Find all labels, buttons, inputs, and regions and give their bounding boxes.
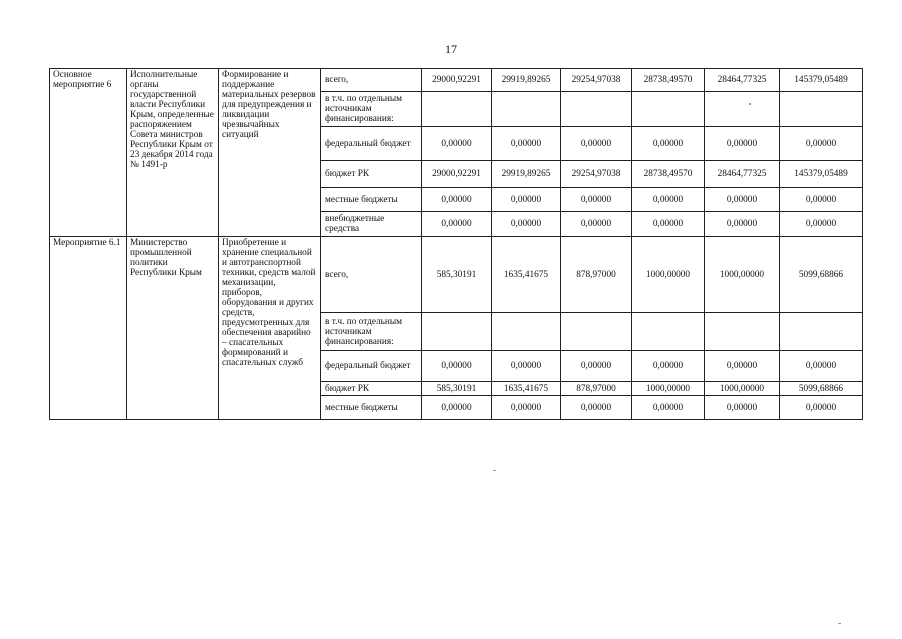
amount-cell: 29000,92291 (422, 69, 492, 92)
amount-cell: 0,00000 (561, 127, 632, 161)
executor-cell: Исполнительные органы государственной власти Республики Крым, определенные распоряжением Совета министров Республики Крым от 23 декабря 2014 года № 1491-р (127, 69, 219, 237)
amount-cell: 585,30191 (422, 382, 492, 396)
amount-cell (492, 92, 561, 127)
executor-cell: Министерство промышленной политики Республики Крым (127, 237, 219, 420)
funding-source-cell: федеральный бюджет (321, 127, 422, 161)
amount-cell: 29000,92291 (422, 161, 492, 188)
amount-cell: 0,00000 (632, 188, 705, 212)
amount-cell: 0,00000 (422, 212, 492, 237)
amount-cell: 28464,77325 (705, 161, 780, 188)
amount-cell: 1000,00000 (632, 382, 705, 396)
financing-table (49, 68, 863, 420)
amount-cell: 0,00000 (705, 351, 780, 382)
amount-cell: 145379,05489 (780, 69, 863, 92)
funding-source-cell: местные бюджеты (321, 396, 422, 420)
funding-source-cell: внебюджетные средства (321, 212, 422, 237)
amount-cell: 5099,68866 (780, 237, 863, 313)
amount-cell: 1000,00000 (705, 237, 780, 313)
funding-source-cell: всего, (321, 237, 422, 313)
amount-cell: 585,30191 (422, 237, 492, 313)
table-row (50, 69, 863, 92)
amount-cell: 0,00000 (492, 396, 561, 420)
funding-source-cell: федеральный бюджет (321, 351, 422, 382)
amount-cell: 878,97000 (561, 382, 632, 396)
amount-cell: 878,97000 (561, 237, 632, 313)
scan-speck (749, 103, 751, 105)
amount-cell: 0,00000 (561, 351, 632, 382)
amount-cell: 5099,68866 (780, 382, 863, 396)
amount-cell: 0,00000 (780, 127, 863, 161)
page-number: 17 (445, 42, 457, 56)
amount-cell: 0,00000 (561, 396, 632, 420)
amount-cell: 0,00000 (705, 212, 780, 237)
amount-cell: 29254,97038 (561, 161, 632, 188)
amount-cell: 0,00000 (492, 212, 561, 237)
funding-source-cell: бюджет РК (321, 382, 422, 396)
amount-cell: 29919,89265 (492, 161, 561, 188)
amount-cell: 0,00000 (422, 127, 492, 161)
amount-cell: 1635,41675 (492, 382, 561, 396)
amount-cell (492, 313, 561, 351)
amount-cell (422, 313, 492, 351)
amount-cell: 0,00000 (492, 351, 561, 382)
amount-cell: 0,00000 (492, 127, 561, 161)
amount-cell: 0,00000 (780, 212, 863, 237)
funding-source-cell: всего, (321, 69, 422, 92)
amount-cell: 0,00000 (705, 127, 780, 161)
funding-source-cell: в т.ч. по отдельным источникам финансирования: (321, 313, 422, 351)
description-cell: Приобретение и хранение специальной и автотранспортной техники, средств малой механизации, приборов, оборудования и других средств, предусмотренных для обеспечения аварийно – спасательных формирований и спасательных служб (219, 237, 321, 420)
amount-cell: 29919,89265 (492, 69, 561, 92)
amount-cell: 145379,05489 (780, 161, 863, 188)
amount-cell: 0,00000 (780, 188, 863, 212)
amount-cell: 1635,41675 (492, 237, 561, 313)
amount-cell (561, 92, 632, 127)
amount-cell: 0,00000 (780, 396, 863, 420)
scan-speck (838, 623, 841, 624)
amount-cell: 29254,97038 (561, 69, 632, 92)
amount-cell: 0,00000 (422, 188, 492, 212)
activity-cell: Мероприятие 6.1 (50, 237, 127, 420)
amount-cell (705, 92, 780, 127)
amount-cell: 0,00000 (780, 351, 863, 382)
funding-source-cell: местные бюджеты (321, 188, 422, 212)
amount-cell: 0,00000 (492, 188, 561, 212)
amount-cell: 1000,00000 (632, 237, 705, 313)
amount-cell: 0,00000 (632, 396, 705, 420)
amount-cell (561, 313, 632, 351)
amount-cell (422, 92, 492, 127)
activity-cell: Основное мероприятие 6 (50, 69, 127, 237)
amount-cell (632, 313, 705, 351)
amount-cell: 0,00000 (632, 351, 705, 382)
amount-cell: 0,00000 (632, 127, 705, 161)
amount-cell (632, 92, 705, 127)
funding-source-cell: в т.ч. по отдельным источникам финансирования: (321, 92, 422, 127)
scan-speck (493, 470, 496, 471)
amount-cell: 28738,49570 (632, 69, 705, 92)
amount-cell: 0,00000 (705, 188, 780, 212)
amount-cell: 0,00000 (632, 212, 705, 237)
amount-cell: 0,00000 (561, 212, 632, 237)
amount-cell: 0,00000 (422, 396, 492, 420)
amount-cell: 0,00000 (561, 188, 632, 212)
amount-cell (780, 313, 863, 351)
amount-cell: 28464,77325 (705, 69, 780, 92)
funding-source-cell: бюджет РК (321, 161, 422, 188)
amount-cell (780, 92, 863, 127)
amount-cell: 0,00000 (705, 396, 780, 420)
table-row (50, 237, 863, 313)
description-cell: Формирование и поддержание материальных резервов для предупреждения и ликвидации чрезвычайных ситуаций (219, 69, 321, 237)
amount-cell: 28738,49570 (632, 161, 705, 188)
amount-cell (705, 313, 780, 351)
table-body (50, 69, 863, 420)
amount-cell: 0,00000 (422, 351, 492, 382)
amount-cell: 1000,00000 (705, 382, 780, 396)
